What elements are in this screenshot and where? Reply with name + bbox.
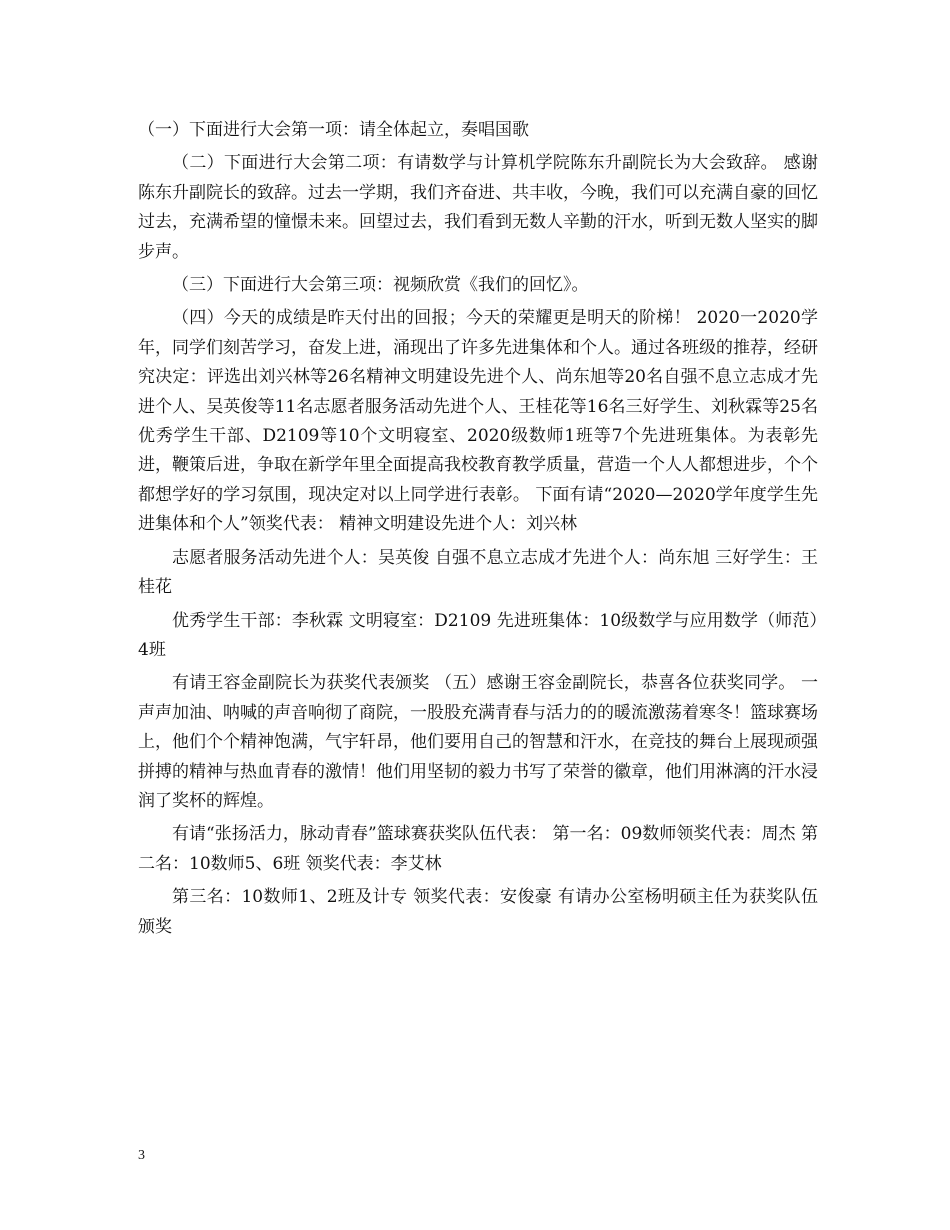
paragraph-8: 有请“张扬活力，脉动青春”篮球赛获奖队伍代表： 第一名：09数师领奖代表：周杰 第二名：10数师5、6班 领奖代表：李艾林 [138,824,818,874]
paragraph-2: （二）下面进行大会第二项：有请数学与计算机学院陈东升副院长为大会致辞。 感谢陈东升副院长的致辞。过去一学期，我们齐奋进、共丰收，今晚，我们可以充满自豪的回忆过去，充满希望的憧憬未来。回望过去，我们看到无数人辛勤的汗水，听到无数人坚实的脚步声。 [138,153,818,262]
paragraph-5: 志愿者服务活动先进个人：吴英俊 自强不息立志成才先进个人：尚东旭 三好学生：王桂花 [138,547,818,598]
paragraph-4: （四）今天的成绩是昨天付出的回报；今天的荣耀更是明天的阶梯！ 2020一2020学年，同学们刻苦学习，奋发上进，涌现出了许多先进集体和个人。通过各班级的推荐，经研究决定：评选出刘兴林等26名精神文明建设先进个人、尚东旭等20名自强不息立志成才先进个人、吴英俊等11名志愿者服务活动先进个人、王桂花等16名三好学生、刘秋霖等25名优秀学生干部、D2109等10个文明寝室、2020级数师1班等7个先进班集体。为表彰先进，鞭策后进，争取在新学年里全面提高我校教育教学质量，营造一个人人都想进步，个个都想学好的学习氛围，现决定对以上同学进行表彰。 下面有请“2020—2020学年度学生先进集体和个人”领奖代表： 精神文明建设先进个人：刘兴林 [138,308,818,535]
paragraph-9: 第三名：10数师1、2班及计专 领奖代表：安俊豪 有请办公室杨明硕主任为获奖队伍颁奖 [138,887,818,937]
paragraph-7: 有请王容金副院长为获奖代表颁奖 （五）感谢王容金副院长，恭喜各位获奖同学。 一声声加油、呐喊的声音响彻了商院，一股股充满青春与活力的的暖流激荡着寒冬！篮球赛场上，他们个个精神饱满，气宇轩昂，他们要用自己的智慧和汗水，在竞技的舞台上展现顽强拼搏的精神与热血青春的激情！他们用坚韧的毅力书写了荣誉的徽章，他们用淋漓的汗水浸润了奖杯的辉煌。 [138,673,818,811]
paragraph-3: （三）下面进行大会第三项：视频欣赏《我们的回忆》。 [172,275,589,296]
paragraph-1: （一）下面进行大会第一项：请全体起立，奏唱国歌 [138,120,529,140]
page-number: 3 [138,1148,145,1163]
document-body [138,116,818,946]
paragraph-6: 优秀学生干部：李秋霖 文明寝室：D2109 先进班集体：10级数学与应用数学（师范）4班 [138,610,818,660]
